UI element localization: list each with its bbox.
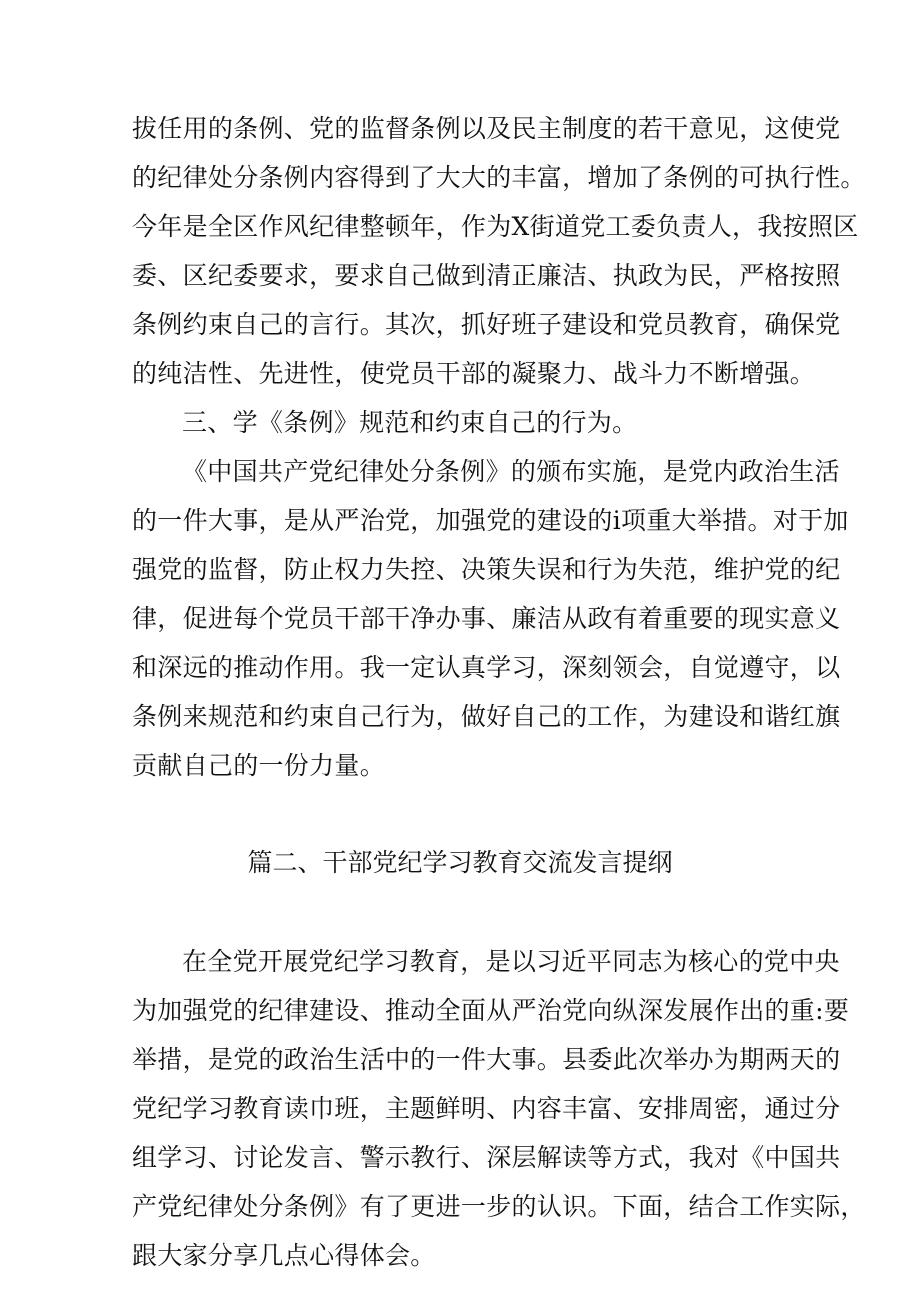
paragraph-line: 委、区纪委要求，要求自己做到清正廉洁、执政为民，严格按照 xyxy=(132,261,841,290)
paragraph-line: 在全党开展党纪学习教育，是以习近平同志为核心的党中央 xyxy=(182,947,840,976)
paragraph-line: 拔任用的条例、党的监督条例以及民主制度的若干意见，这使党 xyxy=(132,114,841,143)
paragraph-line: 律，促进每个党员干部干净办事、廉洁从政有着重要的现实意义 xyxy=(132,604,841,633)
paragraph-line: 今年是全区作风纪律整顿年，作为X街道党工委负责人，我按照区 xyxy=(132,212,859,241)
paragraph-line: 为加强党的纪律建设、推动全面从严治党向纵深发展作出的重:要 xyxy=(132,996,850,1025)
paragraph-line: 组学习、讨论发言、警示教行、深层解读等方式，我对《中国共 xyxy=(132,1143,841,1172)
paragraph-line: 条例约束自己的言行。其次，抓好班子建设和党员教育，确保党 xyxy=(132,310,841,339)
paragraph-line: 的一件大事，是从严治党，加强党的建设的i项重大举措。对于加 xyxy=(132,506,849,535)
paragraph-line: 《中国共产党纪律处分条例》的颁布实施，是党内政治生活 xyxy=(182,457,840,486)
paragraph-line: 党纪学习教育读巾班，主题鲜明、内容丰富、安排周密，通过分 xyxy=(132,1094,841,1123)
paragraph-line: 强党的监督，防止权力失控、决策失误和行为失范，维护党的纪 xyxy=(132,555,841,584)
document-title: 篇二、干部党纪学习教育交流发言提纲 xyxy=(247,848,673,877)
paragraph-line: 条例来规范和约束自己行为，做好自己的工作，为建设和谐红旗 xyxy=(132,702,841,731)
paragraph-line: 举措，是党的政治生活中的一件大事。县委此次举办为期两天的 xyxy=(132,1045,841,1074)
section-heading: 三、学《条例》规范和约束自己的行为。 xyxy=(182,408,638,437)
paragraph-line: 贡献自己的一份力量。 xyxy=(132,751,386,780)
paragraph-line: 的纪律处分条例内容得到了大大的丰富，增加了条例的可执行性。 xyxy=(132,163,866,192)
paragraph-line: 的纯洁性、先进性，使党员干部的凝聚力、战斗力不断增强。 xyxy=(132,359,816,388)
paragraph-line: 产党纪律处分条例》有了更进一步的认识。下面，结合工作实际， xyxy=(132,1192,866,1221)
paragraph-line: 和深远的推动作用。我一定认真学习，深刻领会，自觉遵守，以 xyxy=(132,653,841,682)
paragraph-line: 跟大家分享几点心得体会。 xyxy=(132,1241,436,1270)
